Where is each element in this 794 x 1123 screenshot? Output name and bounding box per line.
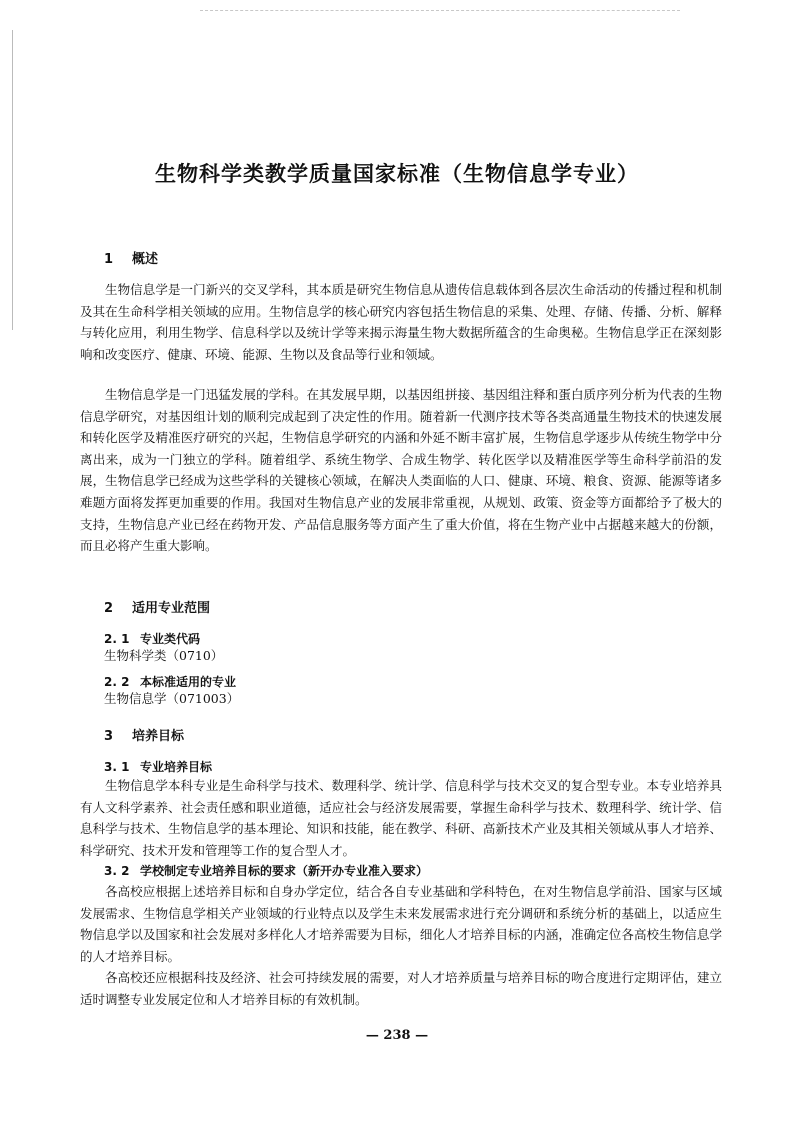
subsection-2-2-text: 生物信息学（071003） [104, 691, 240, 706]
subsection-3-2-paragraph-1: 各高校应根据上述培养目标和自身办学定位，结合各自专业基础和学科特色，在对生物信息学前沿、国家与区域发展需求、生物信息学相关产业领域的行业特点以及学生未来发展需求进行充分调研和系统分析的基础上，以适应生物信息学以及国家和社会发展对多样化人才培养需要为目标，细化人才培养目标的内涵，准确定位各高校生物信息学的人才培养目标。 [80, 884, 722, 964]
page-title: 生物科学类教学质量国家标准（生物信息学专业） [155, 162, 639, 186]
subsection-2-2-heading [104, 673, 236, 690]
subsection-3-2-heading [104, 862, 428, 879]
subsection-2-1-heading [104, 630, 200, 647]
subsection-3-1-heading [104, 758, 212, 775]
section-1-paragraph-1: 生物信息学是一门新兴的交叉学科，其本质是研究生物信息从遗传信息载体到各层次生命活动的传播过程和机制及其在生命科学相关领域的应用。生物信息学的核心研究内容包括生物信息的采集、处理、存储、传播、分析、解释与转化应用，利用生物学、信息科学以及统计学等来揭示海量生物大数据所蕴含的生命奥秘。生物信息学正在深刻影响和改变医疗、健康、环境、能源、生物以及食品等行业和领域。 [80, 282, 722, 362]
subsection-3-1-paragraph: 生物信息学本科专业是生命科学与技术、数理科学、统计学、信息科学与技术交叉的复合型专业。本专业培养具有人文科学素养、社会责任感和职业道德，适应社会与经济发展需要，掌握生命科学与技术、数理科学、统计学、信息科学与技术、生物信息学的基本理论、知识和技能，能在教学、科研、高新技术产业及其相关领域从事人才培养、科学研究、技术开发和管理等工作的复合型人才。 [80, 778, 722, 858]
subsection-number: 2. 1 [104, 632, 130, 646]
section-1-heading [104, 248, 158, 267]
subsection-title: 专业培养目标 [140, 760, 213, 774]
page-number: — 238 — [365, 1028, 429, 1043]
section-number: 2 [104, 601, 114, 616]
section-title: 适用专业范围 [132, 601, 211, 616]
subsection-number: 3. 1 [104, 760, 130, 774]
subsection-title: 学校制定专业培养目标的要求（新开办专业准入要求） [140, 864, 429, 878]
scan-edge-line [200, 10, 680, 11]
section-3-heading [104, 725, 184, 744]
section-number: 1 [104, 252, 114, 267]
section-title: 培养目标 [132, 729, 185, 744]
section-2-heading [104, 597, 210, 616]
subsection-3-2-paragraph-2: 各高校还应根据科技及经济、社会可持续发展的需要，对人才培养质量与培养目标的吻合度进行定期评估，建立适时调整专业发展定位和人才培养目标的有效机制。 [80, 970, 722, 1007]
subsection-2-1-text: 生物科学类（0710） [104, 648, 224, 663]
subsection-number: 2. 2 [104, 675, 130, 689]
subsection-title: 本标准适用的专业 [140, 675, 237, 689]
section-title: 概述 [132, 252, 159, 267]
section-1-paragraph-2: 生物信息学是一门迅猛发展的学科。在其发展早期，以基因组拼接、基因组注释和蛋白质序列分析为代表的生物信息学研究，对基因组计划的顺利完成起到了决定性的作用。随着新一代测序技术等各类高通量生物技术的快速发展和转化医学及精准医疗研究的兴起，生物信息学研究的内涵和外延不断丰富扩展，生物信息学逐步从传统生物学中分离出来，成为一门独立的学科。随着组学、系统生物学、合成生物学、转化医学以及精准医学等生命科学前沿的发展，生物信息学已经成为这些学科的关键核心领域，在解决人类面临的人口、健康、环境、粮食、资源、能源等诸多难题方面将发挥更加重要的作用。我国对生物信息产业的发展非常重视，从规划、政策、资金等方面都给予了极大的支持，生物信息产业已经在药物开发、产品信息服务等方面产生了重大价值，将在生物产业中占据越来越大的份额，而且必将产生重大影响。 [80, 387, 722, 554]
subsection-title: 专业类代码 [140, 632, 201, 646]
subsection-number: 3. 2 [104, 864, 130, 878]
section-number: 3 [104, 729, 114, 744]
